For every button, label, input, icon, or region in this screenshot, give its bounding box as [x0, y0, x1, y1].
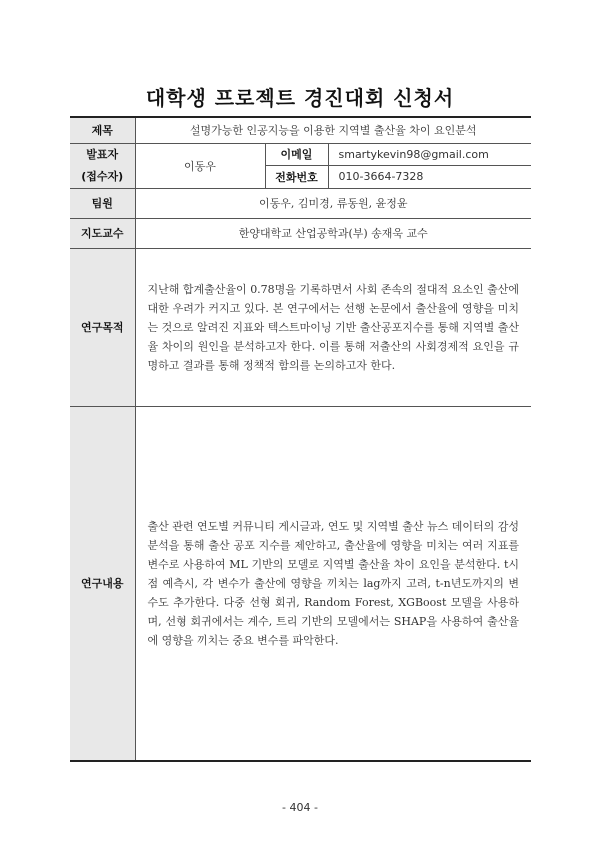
presenter-value: 이동우: [135, 143, 265, 188]
application-form: [70, 116, 531, 762]
document-title: 대학생 프로젝트 경진대회 신청서: [145, 86, 455, 110]
page-number: - 404 -: [282, 801, 318, 814]
content-label: 연구내용: [70, 406, 135, 761]
team-label: 팀원: [70, 188, 135, 218]
subject-label: 제목: [70, 117, 135, 143]
purpose-row: [70, 248, 531, 406]
content-row: [70, 406, 531, 761]
subject-value: 설명가능한 인공지능을 이용한 지역별 출산율 차이 요인분석: [135, 117, 531, 143]
presenter-label-line2: (접수자): [81, 169, 124, 183]
advisor-label: 지도교수: [70, 218, 135, 248]
content-text: 출산 관련 연도별 커뮤니티 게시글과, 연도 및 지역별 출산 뉴스 데이터의 감성 분석을 통해 출산 공포 지수를 제안하고, 출산율에 영향을 미치는 여러 지표를 변수로 사용하여 ML 기반의 모델로 지역별 출산율 차이 요인을 분석한다. t시점 예측시, 각 변수가 출산에 영향을 끼치는 lag까지 고려, t-n년도까지의 변수도 추가한다. 다중 선형 회귀, Random Forest, XGBoost 모델을 사용하며, 선형 회귀에서는 계수, 트리 기반의 모델에서는 SHAP을 사용하여 출산율에 영향을 끼치는 중요 변수를 파악한다.: [135, 406, 531, 761]
email-value: smartykevin98@gmail.com: [328, 143, 531, 166]
purpose-label: 연구목적: [70, 248, 135, 406]
presenter-label-line1: 발표자: [86, 147, 119, 161]
advisor-value: 한양대학교 산업공학과(부) 송재욱 교수: [135, 218, 531, 248]
purpose-text: 지난해 합계출산율이 0.78명을 기록하면서 사회 존속의 절대적 요소인 출산에 대한 우려가 커지고 있다. 본 연구에서는 선행 논문에서 출산율에 영향을 미치는 것으로 알려진 지표와 텍스트마이닝 기반 출산공포지수를 통해 지역별 출산율 차이의 원인을 분석하고자 한다. 이를 통해 저출산의 사회경제적 요인을 규명하고 결과를 통해 정책적 함의를 논의하고자 한다.: [135, 248, 531, 406]
advisor-row: [70, 218, 531, 248]
email-row: [70, 143, 531, 166]
presenter-label: [70, 143, 135, 188]
phone-value: 010-3664-7328: [328, 166, 531, 189]
subject-row: [70, 117, 531, 143]
team-value: 이동우, 김미경, 류동원, 윤정윤: [135, 188, 531, 218]
email-label: 이메일: [265, 143, 328, 166]
team-row: [70, 188, 531, 218]
phone-label: 전화번호: [265, 166, 328, 189]
